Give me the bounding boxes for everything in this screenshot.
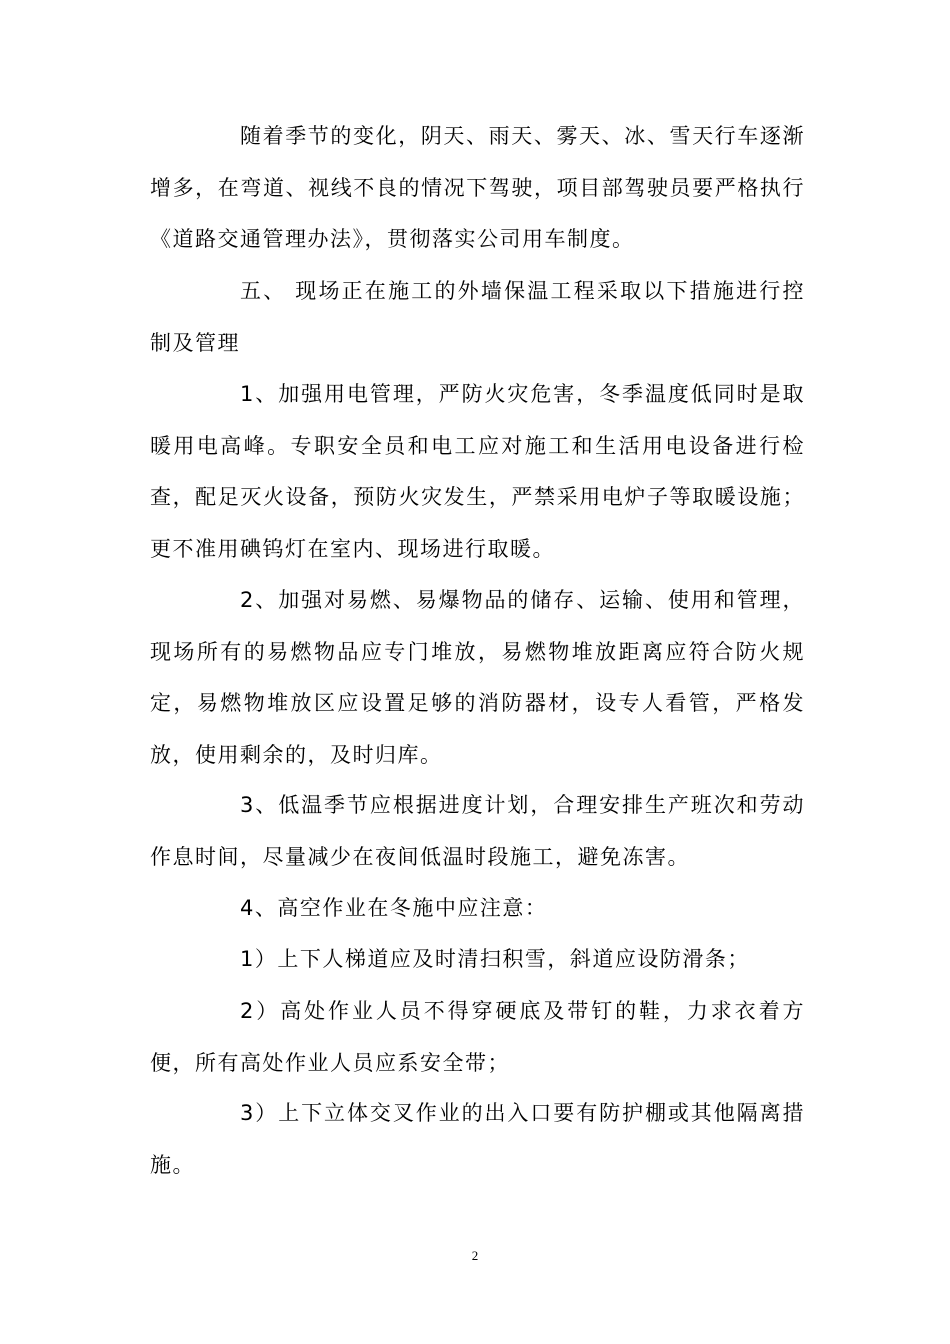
paragraph-subitem-1: 1）上下人梯道应及时清扫积雪，斜道应设防滑条； (240, 947, 750, 971)
paragraph-item-3: 3、低温季节应根据进度计划，合理安排生产班次和劳动作息时间，尽量减少在夜间低温时段施工，避免冻害。 (150, 793, 805, 869)
paragraph-item-1: 1、加强用电管理，严防火灾危害，冬季温度低同时是取暖用电高峰。专职安全员和电工应对施工和生活用电设备进行检查，配足灭火设备，预防火灾发生，严禁采用电炉子等取暖设施；更不准用碘钨灯在室内、现场进行取暖。 (150, 382, 805, 561)
paragraph-item-2: 2、加强对易燃、易爆物品的储存、运输、使用和管理，现场所有的易燃物品应专门堆放，易燃物堆放距离应符合防火规定，易燃物堆放区应设置足够的消防器材，设专人看管，严格发放，使用剩余的，及时归库。 (150, 588, 805, 767)
paragraph-subitem-3: 3）上下立体交叉作业的出入口要有防护棚或其他隔离措施。 (150, 1101, 805, 1177)
paragraph-item-4: 4、高空作业在冬施中应注意： (240, 896, 548, 920)
page-number: 2 (471, 1248, 479, 1263)
paragraph-driving-safety: 随着季节的变化，阴天、雨天、雾天、冰、雪天行车逐渐增多，在弯道、视线不良的情况下驾驶，项目部驾驶员要严格执行《道路交通管理办法》，贯彻落实公司用车制度。 (150, 124, 805, 251)
paragraph-subitem-2: 2）高处作业人员不得穿硬底及带钉的鞋，力求衣着方便，所有高处作业人员应系安全带； (150, 999, 805, 1075)
section-heading-five: 五、 现场正在施工的外墙保温工程采取以下措施进行控制及管理 (150, 279, 805, 355)
